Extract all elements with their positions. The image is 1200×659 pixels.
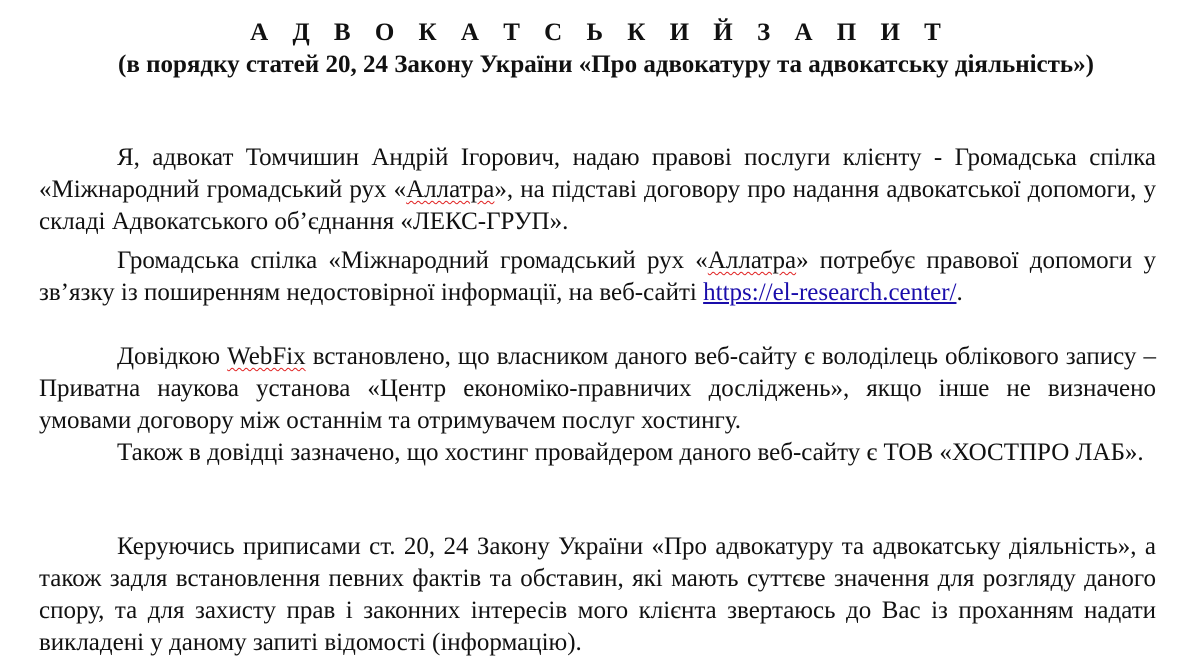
website-link[interactable]: https://el-research.center/ <box>703 279 957 306</box>
paragraph-hosting-provider <box>39 437 1156 469</box>
spellcheck-word[interactable]: Аллатра <box>707 247 797 274</box>
spellcheck-word[interactable]: WebFix <box>227 343 306 370</box>
text-segment: Громадська спілка «Міжнародний громадський рух « <box>117 247 708 274</box>
document-subtitle: (в порядку статей 20, 24 Закону України «Про адвокатуру та адвокатську діяльність») <box>118 51 1094 78</box>
paragraph-request <box>39 531 1156 659</box>
text-segment: Довідкою <box>117 343 228 370</box>
text-segment: Я, адвокат Томчишин Андрій Ігорович, надаю правові послуги клієнту - Громадська спілка «Міжнародний громадський рух « <box>39 144 1156 203</box>
text-segment: Керуючись приписами ст. 20, 24 Закону України «Про адвокатуру та адвокатську діяльність», а також задля встановлення певних фактів та обставин, які мають суттєве значення для розгляду даного спору, та для захисту прав і законних інтересів мого клієнта звертаюсь до Вас із проханням надати викладені у даному запиті відомості (інформацію). <box>39 533 1156 656</box>
text-segment: Також в довідці зазначено, що хостинг провайдером даного веб-сайту є ТОВ «ХОСТПРО ЛАБ». <box>117 439 1144 466</box>
paragraph-legal-need <box>39 245 1156 309</box>
paragraph-client-intro <box>39 142 1156 238</box>
text-segment: . <box>956 279 963 306</box>
document-title: А Д В О К А Т С Ь К И Й З А П И Т <box>250 19 950 46</box>
text-segment: », на підставі договору про надання адвокатської допомоги, у складі Адвокатського об’єднання «ЛЕКС-ГРУП». <box>39 176 1156 235</box>
spellcheck-word[interactable]: Аллатра <box>406 176 495 203</box>
paragraph-webfix-owner <box>39 341 1156 437</box>
text-segment: » потребує правової допомоги у зв’язку із поширенням недостовірної інформації, на веб-сайті <box>39 247 1156 306</box>
text-segment: встановлено, що власником даного веб-сайту є володілець облікового запису – Приватна наукова установа «Центр економіко-правничих досліджень», якщо інше не визначено умовами договору між останнім та отримувачем послуг хостингу. <box>39 343 1156 434</box>
